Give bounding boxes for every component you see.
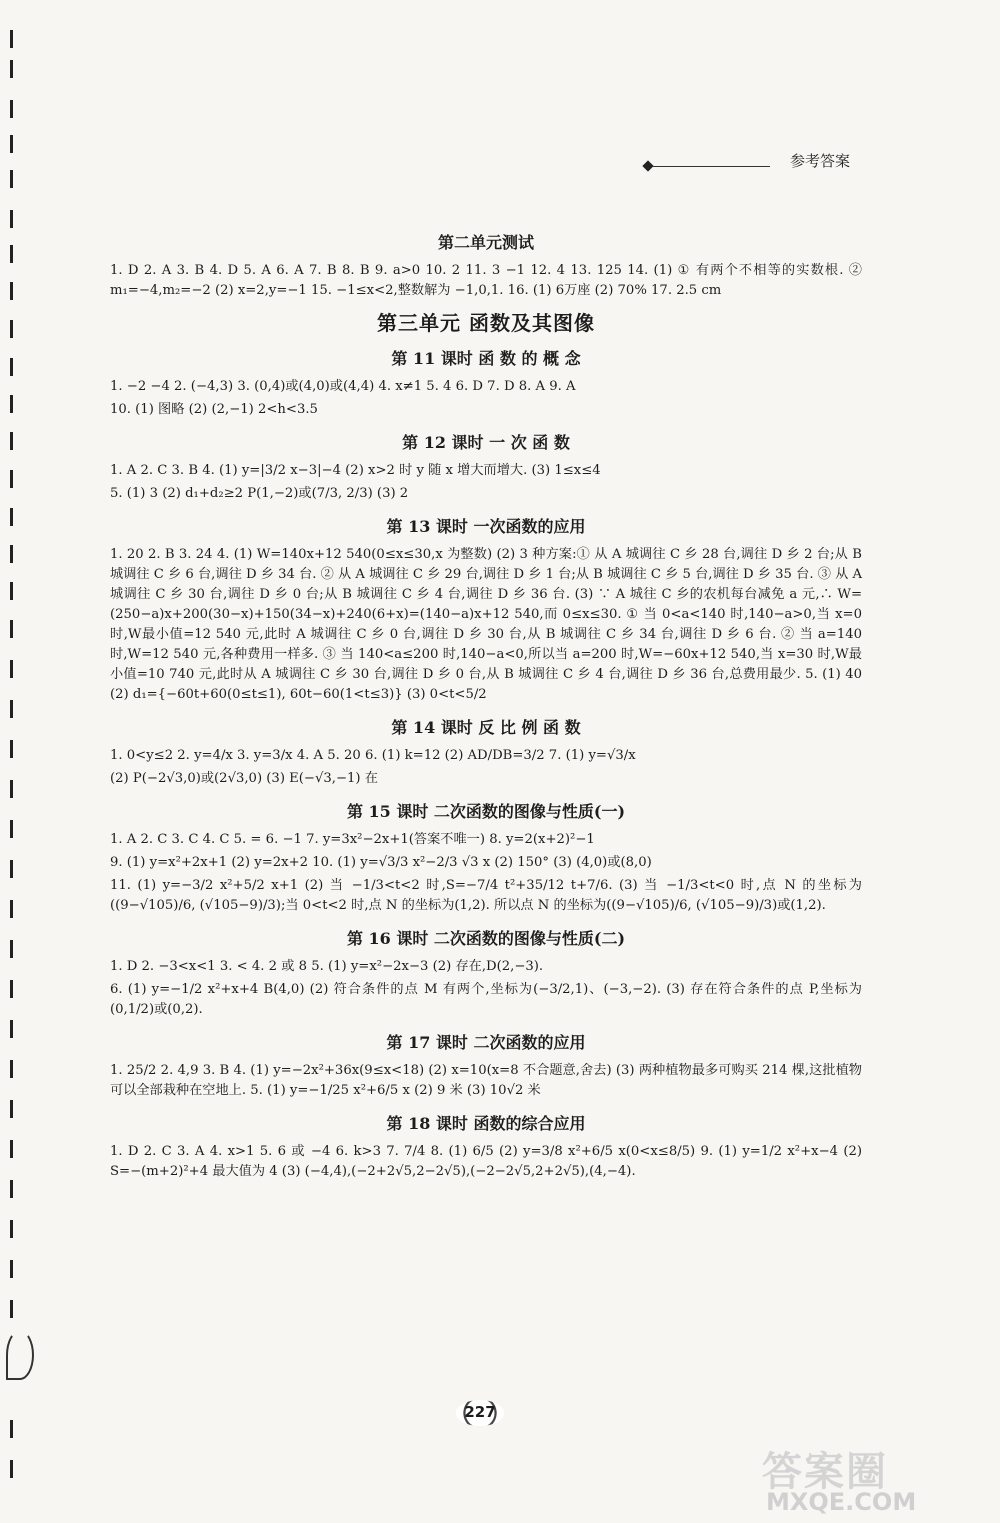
answer-paragraph: 1. 0<y≤2 2. y=4/x 3. y=3/x 4. A 5. 20 6. (1) k=12 (2) AD/DB=3/2 7. (1) y=√3/x bbox=[110, 748, 636, 763]
lesson-title: 第 12 课时 一 次 函 数 bbox=[402, 433, 570, 452]
lesson-title: 第 14 课时 反 比 例 函 数 bbox=[391, 718, 581, 737]
watermark-url: MXQE.COM bbox=[766, 1488, 917, 1516]
unit3-title: 第三单元 函数及其图像 bbox=[377, 311, 595, 335]
watermark-logo: 答案圈 bbox=[762, 1449, 888, 1495]
answer-paragraph: 9. (1) y=x²+2x+1 (2) y=2x+2 10. (1) y=√3/3 x²−2/3 √3 x (2) 150° (3) (4,0)或(8,0) bbox=[110, 855, 652, 870]
answer-paragraph: 1. D 2. C 3. A 4. x>1 5. 6 或 −4 6. k>3 7. 7/4 8. (1) 6/5 (2) y=3/8 x²+6/5 x(0<x≤8/5) 9. (1) y=1/2 x²+x−4 (2) S=−(m+2)²+4 最大值为 4 (3) (−4,4),(−2+2√5,2−2√5),(−2−2√5,2+2√5),(4,−4). bbox=[110, 1144, 862, 1179]
page-number: 227 bbox=[464, 1403, 496, 1421]
watermark bbox=[756, 1440, 992, 1520]
lesson-title: 第 17 课时 二次函数的应用 bbox=[386, 1033, 586, 1052]
answer-paragraph: 11. (1) y=−3/2 x²+5/2 x+1 (2) 当 −1/3<t<2 时,S=−7/4 t²+35/12 t+7/6. (3) 当 −1/3<t<0 时,点 N 的坐标为((9−√105)/6, (√105−9)/3);当 0<t<2 时,点 N 的坐标为(1,2). 所以点 N 的坐标为((9−√105)/6, (√105−9)/3)或(1,2). bbox=[110, 878, 862, 913]
binding-marks bbox=[6, 20, 20, 1500]
answer-paragraph: 1. A 2. C 3. B 4. (1) y=|3/2 x−3|−4 (2) x>2 时 y 随 x 增大而增大. (3) 1≤x≤4 bbox=[110, 463, 601, 478]
answer-paragraph: 6. (1) y=−1/2 x²+x+4 B(4,0) (2) 符合条件的点 M 有两个,坐标为(−3/2,1)、(−3,−2). (3) 存在符合条件的点 P,坐标为(0,1/2)或(0,2). bbox=[110, 982, 862, 1017]
pen-mark-icon bbox=[6, 1330, 34, 1380]
answer-paragraph: 1. A 2. C 3. C 4. C 5. = 6. −1 7. y=3x²−2x+1(答案不唯一) 8. y=2(x+2)²−1 bbox=[110, 832, 595, 847]
lesson-title: 第 18 课时 函数的综合应用 bbox=[386, 1114, 586, 1133]
header-title: 参考答案 bbox=[790, 152, 851, 170]
answer-content bbox=[110, 230, 862, 1182]
unit2-test-answers: 1. D 2. A 3. B 4. D 5. A 6. A 7. B 8. B 9. a>0 10. 2 11. 3 −1 12. 4 13. 125 14. (1) ① 有两个不相等的实数根. ② m₁=−4,m₂=−2 (2) x=2,y=−1 15. −1≤x<2,整数解为 −1,0,1. 16. (1) 6万座 (2) 70% 17. 2.5 cm bbox=[110, 263, 862, 298]
lesson-18 bbox=[110, 1111, 862, 1182]
answer-paragraph: 1. D 2. −3<x<1 3. < 4. 2 或 8 5. (1) y=x²−2x−3 (2) 存在,D(2,−3). bbox=[110, 959, 544, 974]
header-rule bbox=[652, 166, 770, 167]
answer-paragraph: 5. (1) 3 (2) d₁+d₂≥2 P(1,−2)或(7/3, 2/3) (3) 2 bbox=[110, 486, 409, 501]
page-header bbox=[640, 148, 860, 172]
lesson-16 bbox=[110, 926, 862, 1020]
lesson-17 bbox=[110, 1030, 862, 1101]
lesson-title: 第 15 课时 二次函数的图像与性质(一) bbox=[346, 802, 626, 821]
answer-paragraph: 1. 25/2 2. 4,9 3. B 4. (1) y=−2x²+36x(9≤x<18) (2) x=10(x=8 不合题意,舍去) (3) 两种植物最多可购买 214 棵,这批植物可以全部栽种在空地上. 5. (1) y=−1/25 x²+6/5 x (2) 9 米 (3) 10√2 米 bbox=[110, 1063, 862, 1098]
lesson-14 bbox=[110, 715, 862, 789]
lesson-title: 第 13 课时 一次函数的应用 bbox=[386, 517, 586, 536]
lesson-11 bbox=[110, 346, 862, 420]
page-number-badge bbox=[456, 1398, 506, 1428]
lesson-title: 第 11 课时 函 数 的 概 念 bbox=[391, 349, 581, 368]
answer-paragraph: 1. 20 2. B 3. 24 4. (1) W=140x+12 540(0≤x≤30,x 为整数) (2) 3 种方案:① 从 A 城调往 C 乡 28 台,调往 D 乡 2 台;从 B 城调往 C 乡 6 台,调往 D 乡 34 台. ② 从 A 城调往 C 乡 29 台,调往 D 乡 1 台;从 B 城调往 C 乡 5 台,调往 D 乡 35 台. ③ 从 A 城调往 C 乡 30 台,调往 D 乡 0 台;从 B 城调往 C 乡 4 台,调往 D 乡 36 台. (3) ∵ A 城往 C 乡的农机每台减免 a 元,∴ W=(250−a)x+200(30−x)+150(34−x)+240(6+x)=(140−a)x+12 540,而 0≤x≤30. ① 当 0<a<140 时,140−a>0,当 x=0 时,W最小值=12 540 元,此时 A 城调往 C 乡 0 台,调往 D 乡 30 台,从 B 城调往 C 乡 34 台,调往 D 乡 6 台. ② 当 a=140 时,W=12 540 元,各种费用一样多. ③ 当 140<a≤200 时,140−a<0,所以当 a=200 时,W=−60x+12 540,当 x=30 时,W最小值=10 740 元,此时从 A 城调往 C 乡 30 台,调往 D 乡 0 台,从 B 城调往 C 乡 4 台,调往 D 乡 36 台,总费用最少. 5. (1) 40 (2) d₁={−60t+60(0≤t≤1), 60t−60(1<t≤3)} (3) 0<t<5/2 bbox=[110, 547, 863, 702]
answer-paragraph: (2) P(−2√3,0)或(2√3,0) (3) E(−√3,−1) 在 bbox=[110, 771, 378, 786]
answer-paragraph: 1. −2 −4 2. (−4,3) 3. (0,4)或(4,0)或(4,4) 4. x≠1 5. 4 6. D 7. D 8. A 9. A bbox=[110, 379, 576, 394]
lesson-15 bbox=[110, 799, 862, 916]
lesson-12 bbox=[110, 430, 862, 504]
unit2-test-title: 第二单元测试 bbox=[437, 233, 534, 252]
answer-paragraph: 10. (1) 图略 (2) (2,−1) 2<h<3.5 bbox=[110, 402, 318, 417]
lesson-13 bbox=[110, 514, 862, 705]
lesson-title: 第 16 课时 二次函数的图像与性质(二) bbox=[346, 929, 626, 948]
